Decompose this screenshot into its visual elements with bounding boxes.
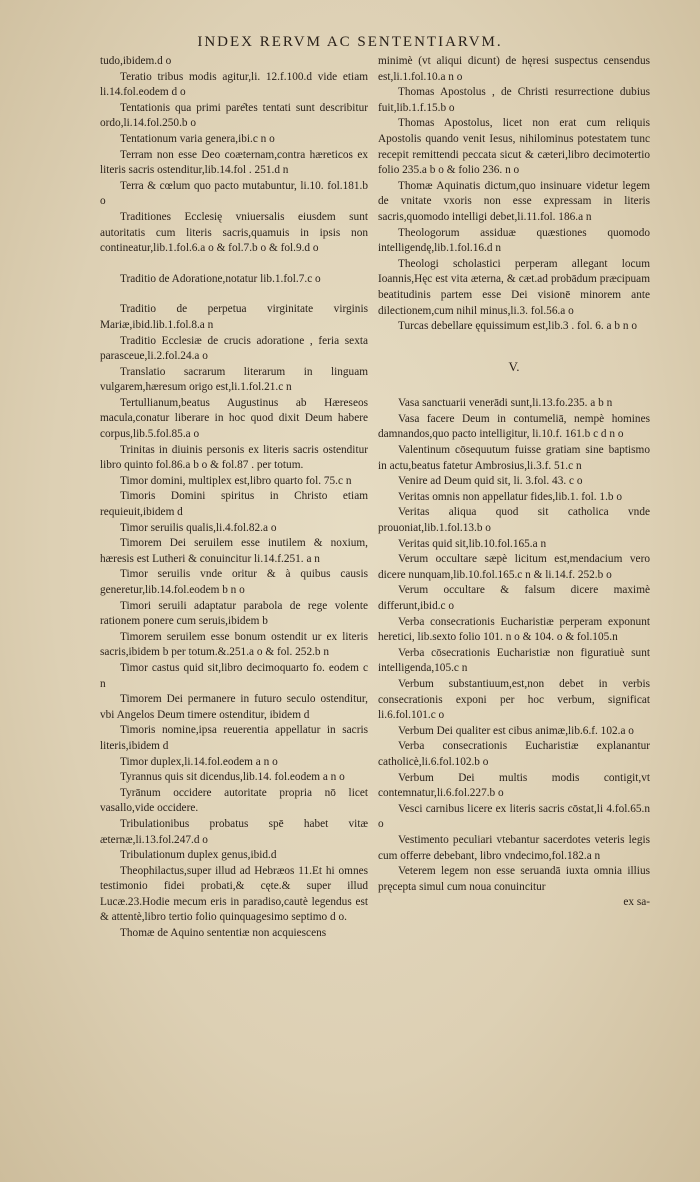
index-entry: Timor seruilis vnde oritur & à quibus causis generetur,lib.14.fol.eodem b n o <box>100 568 368 596</box>
index-entry: Traditio Ecclesiæ de crucis adoratione , feria sexta parasceue,li.2.fol.24.a o <box>100 334 368 363</box>
index-entry: Traditiones Ecclesię vniuersalis eiusdem sunt autoritatis cum literis sacris,quamuis in ipsis non contineatur,lib.1.fol.6.a o & fol.7.b o & fol.9.d o <box>100 210 368 255</box>
index-entry: Verba cōsecrationis Eucharistiæ non figuratiuè sunt intelligenda,105.c n <box>378 646 650 675</box>
index-entry: Tribulationibus probatus spē habet vitæ æternæ,li.13.fol.247.d o <box>100 817 368 846</box>
index-entry: Venire ad Deum quid sit, li. 3.fol. 43. c o <box>398 475 583 488</box>
running-header: INDEX RERVM AC SENTENTIARVM. <box>197 34 503 50</box>
index-entry: Verbum Dei multis modis contigit,vt contemnatur,li.6.fol.227.b o <box>378 771 650 800</box>
index-entry: Timorem seruilem esse bonum ostendit ur ex literis sacris,ibidem b per totum.&.251.a o & fol. 252.b n <box>100 630 368 659</box>
index-entry: Veritas aliqua quod sit catholica vnde prouoniat,lib.1.fol.13.b o <box>378 506 650 535</box>
index-entry: Translatio sacrarum literarum in linguam vulgarem,hæresum origo est,li.1.fol.21.c n <box>100 365 368 394</box>
index-entry: Veritas omnis non appellatur fides,lib.1. fol. 1.b o <box>398 490 623 503</box>
index-entry: Tribulationum duplex genus,ibid.d <box>120 849 277 862</box>
index-entry: Theologi scholastici perperam allegant locum Ioannis,Hęc est vita æterna, & cæt.ad probādum præcipuam beatitudinis partem esse Dei visionē minorem ante dilectionem,cum nihil minus,li.3. fol.56.a o <box>378 257 650 317</box>
index-entry: Teratio tribus modis agitur,li. 12.f.100.d vide etiam li.14.fol.eodem d o <box>100 70 368 99</box>
index-entry: Veterem legem non esse seruandā iuxta omnia illius pręcepta simul cum noua conuincitur <box>378 865 650 893</box>
index-entry: Timorem Dei seruilem esse inutilem & noxium, hæresis est Lutheri & conuincitur li.14.f.251. a n <box>100 537 368 565</box>
index-entry: Verum occultare sæpè licitum est,mendacium vero dicere nunquam,lib.10.fol.165.c n & li.14.f. 252.b o <box>378 553 650 581</box>
index-entry: Thomas Apostolus, licet non erat cum reliquis Apostolis quando venit Iesus, nihilominus potestatem tunc recepit remittendi peccata sicut & cæteri,libro decimotertio folio 235.a b o & folio 236. n o <box>378 117 650 177</box>
left-column <box>100 54 368 942</box>
index-entry: Tentationum varia genera,ibi.c n o <box>120 132 275 145</box>
index-entry: Trinitas in diuinis personis ex literis sacris ostenditur libro quinto fol.86.a b o & fol.87 . per totum. <box>100 443 368 472</box>
index-entry: Tentationis qua primi pare͂tes tentati sunt describitur ordo,li.14.fol.250.b o <box>100 101 368 130</box>
index-entry: Verbum Dei qualiter est cibus animæ,lib.6.f. 102.a o <box>398 724 634 737</box>
index-entry: Timor duplex,li.14.fol.eodem a n o <box>120 755 278 768</box>
index-entry: Thomæ de Aquino sententiæ non acquiescens <box>120 927 327 940</box>
index-entry: Timorem Dei permanere in futuro seculo ostenditur, vbi Angelos Deum timere ostenditur, ibidem d <box>100 693 368 721</box>
index-entry: Timor domini, multiplex est,libro quarto fol. 75.c n <box>120 474 352 487</box>
catchword: ex sa- <box>623 896 650 909</box>
right-column <box>378 54 650 911</box>
index-entry: Tertullianum,beatus Augustinus ab Hæreseos macula,conatur liberare in hoc quod dixit Deum habere corpus,lib.5.fol.85.a o <box>100 396 368 441</box>
index-entry: Timoris nomine,ipsa reuerentia appellatur in sacris literis,ibidem d <box>100 724 368 752</box>
index-entry: Traditio de perpetua virginitate virginis Mariæ,ibid.lib.1.fol.8.a n <box>100 303 368 331</box>
index-entry: Timoris Domini spiritus in Christo etiam requieuit,ibidem d <box>100 490 368 519</box>
index-entry: Thomæ Aquinatis dictum,quo insinuare videtur legem de vnitate vxoris non esse expressam in literis sacris,quomodo intelligi debet,li.11.fol. 186.a n <box>378 179 650 223</box>
section-letter-v: V. <box>508 358 520 374</box>
index-entry: Veritas quid sit,lib.10.fol.165.a n <box>398 537 547 550</box>
right-entries-v <box>378 396 650 895</box>
index-entry: tudo,ibidem.d o <box>100 55 172 67</box>
index-entry: Timori seruili adaptatur parabola de rege volente rationem ponere cum seruis,ibidem b <box>100 599 368 628</box>
index-entry: Verba consecrationis Eucharistiæ explanantur catholicè,li.6.fol.102.b o <box>378 740 650 768</box>
index-entry: Tyrānum occidere autoritate propria nō licet vasallo,vide occidere. <box>100 786 368 815</box>
index-entry: Traditio de Adoratione,notatur lib.1.fol.7.c o <box>120 272 321 285</box>
index-entry: Vasa facere Deum in contumeliā, nempè homines damnandos,quo pacto intelligitur, li.10.f. 161.b c d n o <box>378 412 650 441</box>
index-entry: Verum occultare & falsum dicere maximè differunt,ibid.c o <box>378 584 650 612</box>
index-entry: minimè (vt aliqui dicunt) de hęresi suspectus censendus est,li.1.fol.10.a n o <box>378 55 650 83</box>
index-entry: Terram non esse Deo coæternam,contra hæreticos ex literis sacris ostenditur,lib.14.fol . 251.d n <box>100 148 368 177</box>
right-entries-t <box>378 54 650 335</box>
index-entry: Vesci carnibus licere ex literis sacris cōstat,li 4.fol.65.n o <box>378 802 650 831</box>
index-entry: Theophilactus,super illud ad Hebræos 11.Et hi omnes testimonio fidei probati,& cęte.& super illud Lucæ.23.Hodie mecum eris in paradiso,cautè legendus est & attentè,libro tertio folio quinquagesimo septimo d o. <box>100 864 368 924</box>
index-entry: Verbum substantiuum,est,non debet in verbis consecrationis exponi per hoc verbum, significat li.6.fol.101.c o <box>378 677 650 722</box>
index-entry: Timor castus quid sit,libro decimoquarto fo. eodem c n <box>100 661 368 690</box>
index-entry: Vasa sanctuarii venerādi sunt,li.13.fo.235. a b n <box>398 397 613 410</box>
index-entry: Theologorum assiduæ quæstiones quomodo intelligendę,lib.1.fol.16.d n <box>378 226 650 255</box>
index-entry: Timor seruilis qualis,li.4.fol.82.a o <box>120 521 277 534</box>
index-entry: Verba consecrationis Eucharistiæ perperam exponunt heretici, lib.sexto folio 101. n o & 104. o & fol.105.n <box>378 615 650 644</box>
index-entry: Tyrannus quis sit dicendus,lib.14. fol.eodem a n o <box>120 771 345 784</box>
index-entry: Vestimento peculiari vtebantur sacerdotes veteris legis cum offerre debebant, libro vndecimo,fol.182.a n <box>378 833 650 862</box>
index-entry: Turcas debellare ęquissimum est,lib.3 . fol. 6. a b n o <box>398 320 637 333</box>
index-entry: Thomas Apostolus , de Christi resurrectione dubius fuit,lib.1.f.15.b o <box>378 86 650 114</box>
index-entry: Terra & cœlum quo pacto mutabuntur, li.10. fol.181.b o <box>100 179 368 208</box>
index-entry: Valentinum cōsequutum fuisse gratiam sine baptismo in actu,beatus fatetur Ambrosius,li.3.f. 51.c n <box>378 444 650 472</box>
